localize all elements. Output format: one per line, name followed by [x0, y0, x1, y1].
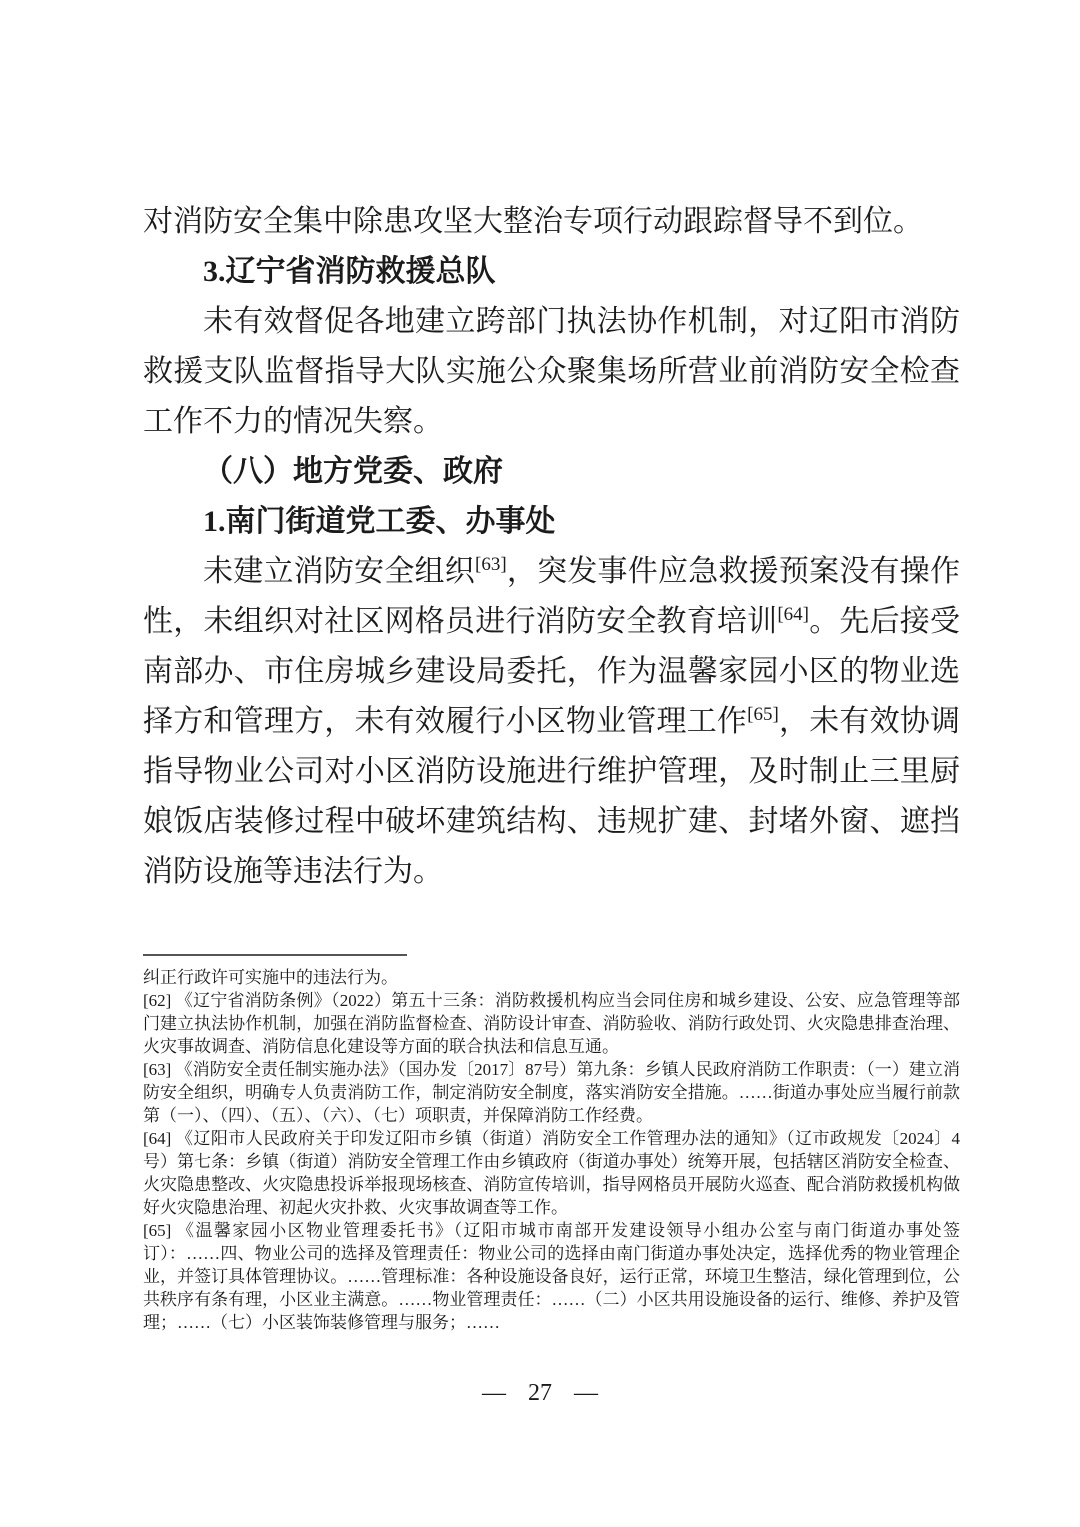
footnote-marker: [63] [143, 1060, 176, 1079]
footnote-text: 《辽宁省消防条例》（2022）第五十三条：消防救援机构应当会同住房和城乡建设、公安、应急管理等部门建立执法协作机制，加强在消防监督检查、消防设计审查、消防验收、消防行政处罚、火灾隐患排查治理、火灾事故调查、消防信息化建设等方面的联合执法和信息互通。 [143, 991, 961, 1056]
page-number-dash-left: — [482, 1380, 506, 1406]
footnote-item [143, 966, 960, 989]
footnote-reference: [65] [747, 704, 779, 725]
footnote-text: 纠正行政许可实施中的违法行为。 [143, 968, 398, 987]
footnotes-block [143, 966, 960, 1334]
paragraph-continued-from-previous-page: 对消防安全集中除患攻坚大整治专项行动跟踪督导不到位。 [143, 205, 923, 238]
footnote-text: 《消防安全责任制实施办法》（国办发〔2017〕87号）第九条：乡镇人民政府消防工作职责：（一）建立消防安全组织，明确专人负责消防工作，制定消防安全制度，落实消防安全措施。……街道办事处应当履行前款第（一）、（四）、（五）、（六）、（七）项职责，并保障消防工作经费。 [143, 1060, 960, 1125]
footnote-text: 《辽阳市人民政府关于印发辽阳市乡镇（街道）消防安全工作管理办法的通知》（辽市政规发〔2024〕4号）第七条：乡镇（街道）消防安全管理工作由乡镇政府（街道办事处）统筹开展，包括辖区消防安全检查、火灾隐患整改、火灾隐患投诉举报现场核查、消防宣传培训，指导网格员开展防火巡查、配合消防救援机构做好火灾隐患治理、初起火灾扑救、火灾事故调查等工作。 [143, 1129, 961, 1217]
footnote-marker: [64] [143, 1129, 177, 1148]
footnote-reference: [63] [475, 554, 507, 575]
footnote-reference: [64] [777, 604, 809, 625]
paragraph-fire-rescue-corps-findings: 未有效督促各地建立跨部门执法协作机制，对辽阳市消防救援支队监督指导大队实施公众聚集场所营业前消防安全检查工作不力的情况失察。 [143, 305, 960, 438]
footnote-item [143, 989, 960, 1058]
heading-nanmen-subdistrict: 1.南门街道党工委、办事处 [203, 505, 556, 538]
footnote-text: 《温馨家园小区物业管理委托书》（辽阳市城市南部开发建设领导小组办公室与南门街道办事处签订）：……四、物业公司的选择及管理责任：物业公司的选择由南门街道办事处决定，选择优秀的物业管理企业，并签订具体管理协议。……管理标准：各种设施设备良好，运行正常，环境卫生整洁，绿化管理到位，公共秩序有条有理，小区业主满意。……物业管理责任：……（二）小区共用设施设备的运行、维修、养护及管理；……（七）小区装饰装修管理与服务；…… [143, 1221, 960, 1332]
footnote-item [143, 1219, 960, 1334]
footnote-marker: [62] [143, 991, 176, 1010]
heading-liaoning-fire-rescue-corps: 3.辽宁省消防救援总队 [203, 255, 496, 288]
page-number-dash-right: — [574, 1380, 598, 1406]
footnote-item [143, 1058, 960, 1127]
paragraph-nanmen-subdistrict-findings: 未建立消防安全组织[63]，突发事件应急救援预案没有操作性，未组织对社区网格员进行消防安全教育培训[64]。先后接受南部办、市住房城乡建设局委托，作为温馨家园小区的物业选择方和管理方，未有效履行小区物业管理工作[65]，未有效协调指导物业公司对小区消防设施进行维护管理，及时制止三里厨娘饭店装修过程中破坏建筑结构、违规扩建、封堵外窗、遮挡消防设施等违法行为。 [143, 554, 961, 888]
footnote-separator-line [143, 954, 407, 956]
footnote-marker: [65] [143, 1221, 178, 1240]
footnote-item [143, 1127, 960, 1219]
page-footer [0, 1378, 1080, 1408]
main-text-block [143, 197, 960, 897]
heading-section-8-local-party-government: （八）地方党委、政府 [203, 455, 503, 488]
page-number: 27 [528, 1380, 552, 1406]
